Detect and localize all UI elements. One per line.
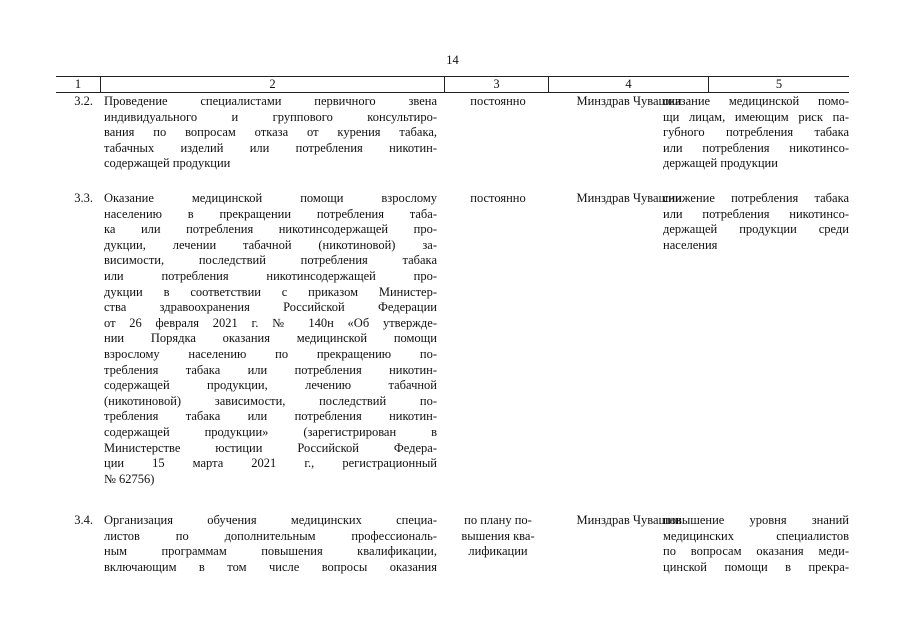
- text-line: индивидуального и группового консультиро-: [104, 109, 437, 124]
- text-line: по плану по-: [464, 513, 532, 527]
- text-line: постоянно: [470, 191, 526, 205]
- text-line: по вопросам оказания меди-: [663, 544, 849, 559]
- column-header-5: 5: [708, 77, 849, 92]
- text-line: населения: [663, 237, 718, 252]
- column-header-4: 4: [548, 77, 708, 92]
- text-line: табачных изделий или потребления никотин-: [104, 140, 437, 155]
- measure-description: [104, 513, 437, 575]
- text-line: ства здравоохранения Российской Федерации: [104, 300, 437, 315]
- measure-description: [104, 191, 437, 487]
- text-line: населению в прекращении потребления таба-: [104, 206, 437, 221]
- text-line: нии Порядка оказания медицинской помощи: [104, 331, 437, 346]
- text-line: или потребления никотинсо-: [663, 140, 849, 155]
- text-line: требления табака или потребления никотин-: [104, 409, 437, 424]
- text-line: взрослому населению по прекращению по-: [104, 346, 437, 361]
- row-number: 3.3.: [74, 191, 93, 205]
- term: [448, 94, 548, 110]
- measure-description: [104, 94, 437, 172]
- text-line: вышения ква-: [461, 528, 535, 543]
- text-line: или потребления никотинсодержащей про-: [104, 268, 437, 283]
- column-header-3: 3: [444, 77, 548, 92]
- text-line: губного потребления табака: [663, 125, 849, 140]
- column-header-1: 1: [74, 77, 82, 91]
- text-line: оказание медицинской помо-: [663, 94, 849, 108]
- text-line: снижение потребления табака: [663, 191, 849, 205]
- text-line: вания по вопросам отказа от курения табака,: [104, 125, 437, 140]
- text-line: Оказание медицинской помощи взрослому: [104, 191, 437, 205]
- text-line: листов по дополнительным профессиональ-: [104, 528, 437, 543]
- text-line: содержащей продукции, лечению табачной: [104, 378, 437, 393]
- text-line: (никотиновой) зависимости, последствий по-: [104, 393, 437, 408]
- text-line: требления табака или потребления никотин-: [104, 362, 437, 377]
- text-line: Организация обучения медицинских специа-: [104, 513, 437, 527]
- executor: Минздрав Чувашии: [576, 513, 682, 527]
- expected-result: [663, 191, 849, 253]
- executor: Минздрав Чувашии: [576, 94, 682, 108]
- row-number: 3.2.: [74, 94, 93, 108]
- text-line: от 26 февраля 2021 г. № 140н «Об утвержде-: [104, 315, 437, 330]
- table-header: [56, 76, 849, 93]
- term: [448, 191, 548, 207]
- text-line: Министерстве юстиции Российской Федера-: [104, 440, 437, 455]
- text-line: ции 15 марта 2021 г., регистрационный: [104, 456, 437, 471]
- text-line: ка или потребления никотинсодержащей про-: [104, 222, 437, 237]
- text-line: повышение уровня знаний: [663, 513, 849, 527]
- text-line: держащей продукции: [663, 156, 778, 171]
- row-number: 3.4.: [74, 513, 93, 527]
- text-line: дукции в соответствии с приказом Министер-: [104, 284, 437, 299]
- expected-result: [663, 94, 849, 172]
- text-line: Проведение специалистами первичного звена: [104, 94, 437, 108]
- text-line: медицинских специалистов: [663, 528, 849, 543]
- page-number: 14: [446, 53, 459, 67]
- text-line: постоянно: [470, 94, 526, 108]
- text-line: содержащей продукции: [104, 156, 231, 171]
- text-line: содержащей продукции» (зарегистрирован в: [104, 424, 437, 439]
- text-line: держащей продукции среди: [663, 222, 849, 237]
- text-line: лификации: [468, 544, 528, 559]
- text-line: висимости, последствий потребления табака: [104, 253, 437, 268]
- text-line: № 62756): [104, 471, 155, 486]
- column-header-2: 2: [100, 77, 444, 92]
- text-line: включающим в том числе вопросы оказания: [104, 559, 437, 574]
- executor: Минздрав Чувашии: [576, 191, 682, 205]
- text-line: ным программам повышения квалификации,: [104, 544, 437, 559]
- term: [448, 513, 548, 560]
- expected-result: [663, 513, 849, 575]
- text-line: дукции, лечении табачной (никотиновой) за-: [104, 237, 437, 252]
- text-line: или потребления никотинсо-: [663, 206, 849, 221]
- text-line: щи лицам, имеющим риск па-: [663, 109, 849, 124]
- text-line: цинской помощи в прекра-: [663, 559, 849, 574]
